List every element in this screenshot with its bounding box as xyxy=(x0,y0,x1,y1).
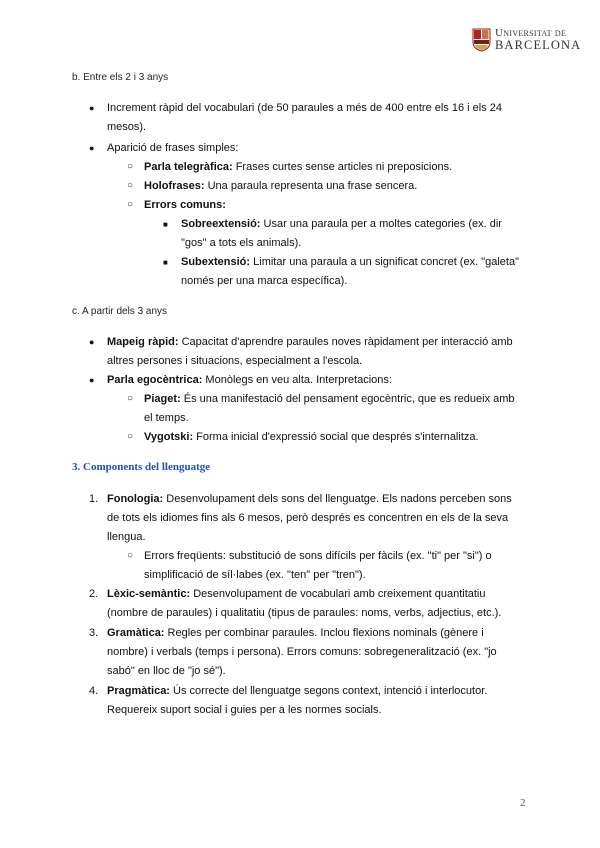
term-label: Subextensió: xyxy=(181,256,251,268)
list-item-line xyxy=(107,626,484,640)
list-item-line xyxy=(107,373,392,387)
page-number: 2 xyxy=(520,797,526,809)
list-item-line xyxy=(107,492,512,506)
term-text: Frases curtes sense articles ni preposicions. xyxy=(232,161,453,173)
bullet-circle: ○ xyxy=(127,550,134,561)
list-item-line: simplificació de síl·labes (ex. "ten" per "tren"). xyxy=(144,569,366,581)
list-number: 4. xyxy=(89,685,99,697)
bullet-circle: ○ xyxy=(127,199,134,210)
term-label: Parla egocèntrica: xyxy=(107,374,203,386)
bullet-dot: ● xyxy=(89,103,95,113)
list-item-line: el temps. xyxy=(144,412,189,424)
list-item-line xyxy=(107,684,487,698)
term-label: Vygotski: xyxy=(144,431,194,443)
logo-text-line1: Universitat de xyxy=(495,27,567,39)
term-text: Monòlegs en veu alta. Interpretacions: xyxy=(202,374,392,386)
term-text: Limitar una paraula a un significat concret (ex. "galeta" xyxy=(250,256,519,268)
bullet-square: ■ xyxy=(163,258,168,267)
list-item-line: de tots els idiomes fins als 6 mesos, però després es concentren en els de la seva xyxy=(107,512,509,524)
list-item-line xyxy=(144,198,226,212)
list-item-line xyxy=(107,587,486,601)
list-item-line xyxy=(144,160,452,174)
list-item-line: sabó" en lloc de "jo sé"). xyxy=(107,665,226,677)
list-item-line: llengua. xyxy=(107,531,146,543)
term-label: Lèxic-semàntic: xyxy=(107,588,191,600)
bullet-dot: ● xyxy=(89,375,95,385)
list-item-line: Requereix suport social i guies per a les normes socials. xyxy=(107,704,382,716)
term-text: Desenvolupament dels sons del llenguatge. Els nadons perceben sons xyxy=(163,493,512,505)
list-item-line: només per una marca específica). xyxy=(181,275,348,287)
term-text: És una manifestació del pensament egocèntric, que es redueix amb xyxy=(180,393,515,405)
term-label: Holofrases: xyxy=(144,180,205,192)
logo-text-line2: BARCELONA xyxy=(495,38,582,52)
list-item-line xyxy=(181,217,502,231)
list-item-line xyxy=(144,430,479,444)
term-label: Sobreextensió: xyxy=(181,218,261,230)
bullet-square: ■ xyxy=(163,220,168,229)
list-item-line xyxy=(107,335,513,349)
term-label: Gramàtica: xyxy=(107,627,165,639)
list-item-line: mesos). xyxy=(107,121,147,133)
list-item-line: altres persones i situacions, especialment a l'escola. xyxy=(107,355,363,367)
bullet-circle: ○ xyxy=(127,161,134,172)
term-label: Errors comuns: xyxy=(144,199,226,211)
list-item-line: Errors freqüents: substitució de sons difícils per fàcils (ex. "ti" per "si") o xyxy=(144,550,492,562)
shield-icon xyxy=(472,28,491,52)
bullet-dot: ● xyxy=(89,337,95,347)
bullet-circle: ○ xyxy=(127,431,134,442)
term-text: Forma inicial d'expressió social que després s'internalitza. xyxy=(193,431,479,443)
list-item-line xyxy=(144,179,417,193)
bullet-circle: ○ xyxy=(127,180,134,191)
university-logo xyxy=(472,26,582,56)
term-label: Parla telegràfica: xyxy=(144,161,233,173)
term-text: Capacitat d'aprendre paraules noves ràpidament per interacció amb xyxy=(178,336,513,348)
term-label: Mapeig ràpid: xyxy=(107,336,179,348)
bullet-dot: ● xyxy=(89,143,95,153)
term-label: Piaget: xyxy=(144,393,181,405)
bullet-circle: ○ xyxy=(127,393,134,404)
list-item-line: Increment ràpid del vocabulari (de 50 paraules a més de 400 entre els 16 i els 24 xyxy=(107,102,503,114)
term-text: Desenvolupament de vocabulari amb creixement quantitatiu xyxy=(190,588,486,600)
list-item-line: (nombre de paraules) i qualitatiu (tipus de paraules: noms, verbs, adjectius, etc.). xyxy=(107,607,502,619)
section-b-title: b. Entre els 2 i 3 anys xyxy=(72,72,169,83)
section-c-title: c. A partir dels 3 anys xyxy=(72,306,168,317)
term-label: Fonologia: xyxy=(107,493,164,505)
term-text: Ús correcte del llenguatge segons context, intenció i interlocutor. xyxy=(169,685,488,697)
list-item-line: "gos" a tots els animals). xyxy=(181,237,302,249)
term-text: Usar una paraula per a moltes categories (ex. dir xyxy=(260,218,502,230)
term-text: Regles per combinar paraules. Inclou flexions nominals (gènere i xyxy=(164,627,484,639)
list-item-line: Aparició de frases simples: xyxy=(107,142,239,154)
list-number: 2. xyxy=(89,588,99,600)
list-number: 1. xyxy=(89,493,99,505)
list-item-line xyxy=(144,392,515,406)
list-number: 3. xyxy=(89,627,99,639)
term-label: Pragmàtica: xyxy=(107,685,170,697)
list-item-line xyxy=(181,255,519,269)
section-heading: 3. Components del llenguatge xyxy=(72,461,211,473)
term-text: Una paraula representa una frase sencera. xyxy=(204,180,418,192)
list-item-line: nombre) i verbals (temps i persona). Errors comuns: sobregeneralització (ex. "jo xyxy=(107,646,497,658)
